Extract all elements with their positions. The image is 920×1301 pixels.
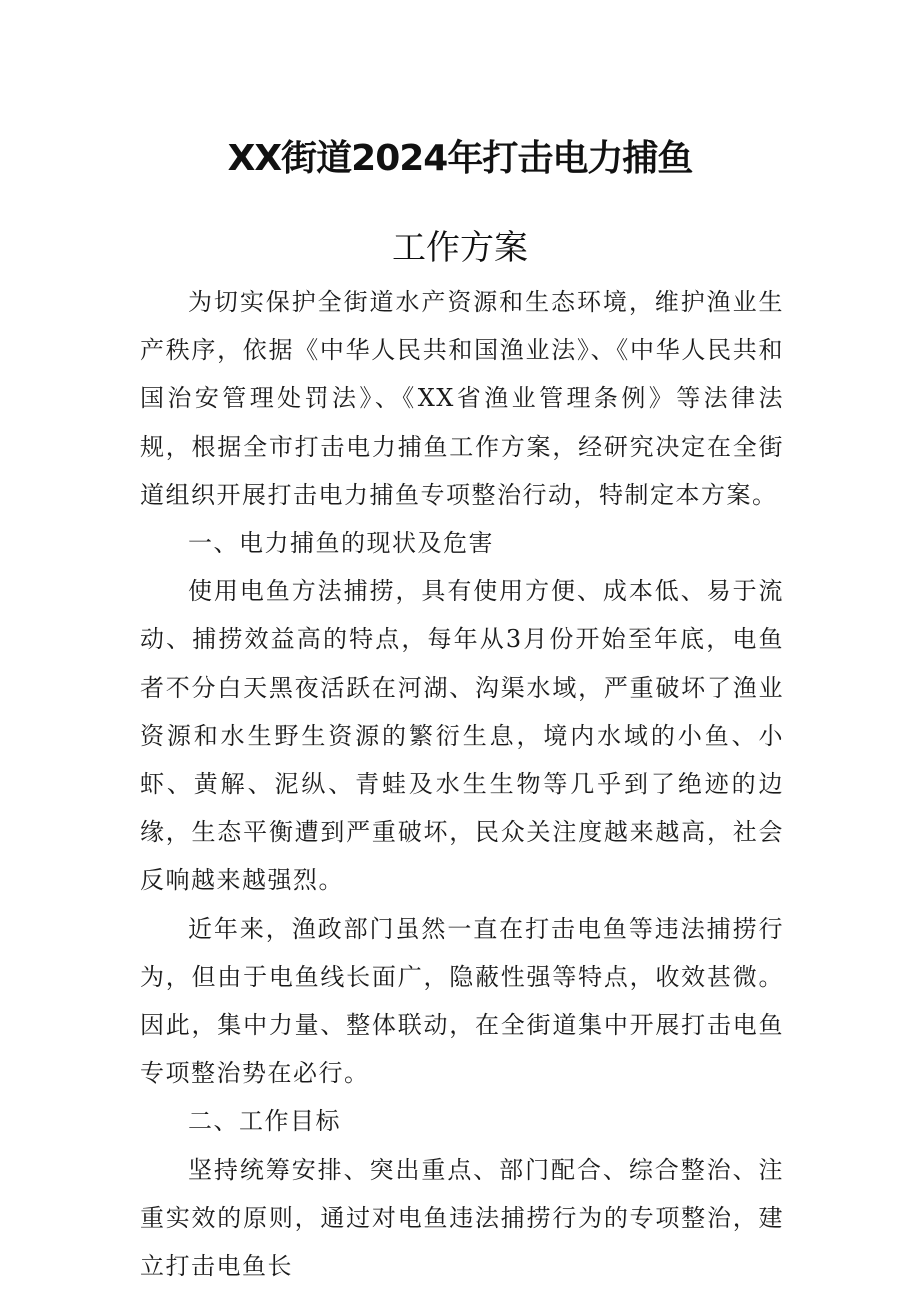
section-heading-2: 二、工作目标 (188, 1107, 341, 1136)
document-body (140, 278, 784, 1290)
paragraph-intro: 为切实保护全街道水产资源和生态环境，维护渔业生产秩序，依据《中华人民共和国渔业法》、《中华人民共和国治安管理处罚法》、《XX省渔业管理条例》等法律法规，根据全市打击电力捕鱼工作方案，经研究决定在全街道组织开展打击电力捕鱼专项整治行动，特制定本方案。 (140, 288, 784, 509)
section-heading-1: 一、电力捕鱼的现状及危害 (188, 529, 494, 558)
paragraph-recent-years: 近年来，渔政部门虽然一直在打击电鱼等违法捕捞行为，但由于电鱼线长面广，隐蔽性强等特点，收效甚微。因此，集中力量、整体联动，在全街道集中开展打击电鱼专项整治势在必行。 (140, 914, 784, 1088)
document-title-line-1: XX街道2024年打击电力捕鱼 (227, 138, 693, 179)
paragraph-goals: 坚持统筹安排、突出重点、部门配合、综合整治、注重实效的原则，通过对电鱼违法捕捞行为的专项整治，建立打击电鱼长 (140, 1155, 784, 1281)
paragraph-status: 使用电鱼方法捕捞，具有使用方便、成本低、易于流动、捕捞效益高的特点，每年从3月份开始至年底，电鱼者不分白天黑夜活跃在河湖、沟渠水域，严重破坏了渔业资源和水生野生资源的繁衍生息，境内水域的小鱼、小虾、黄解、泥纵、青蛙及水生生物等几乎到了绝迹的边缘，生态平衡遭到严重破坏，民众关注度越来越高，社会反响越来越强烈。 (140, 577, 784, 895)
document-title-line-2: 工作方案 (392, 228, 528, 268)
